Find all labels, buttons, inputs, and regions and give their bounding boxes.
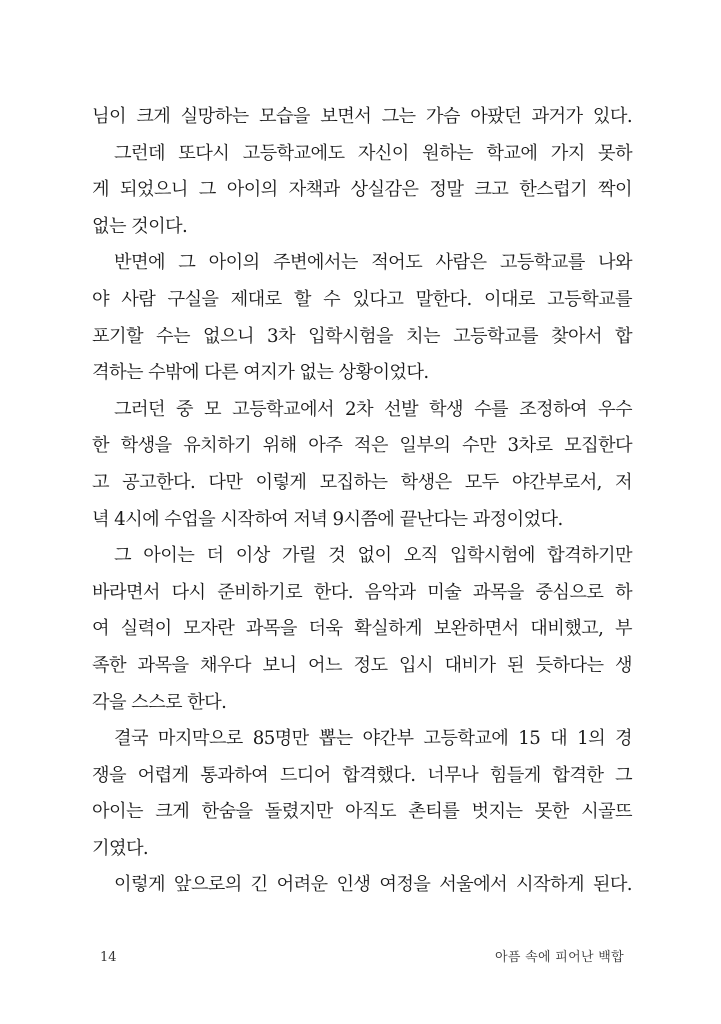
text-line: 바라면서 다시 준비하기로 한다. 음악과 미술 과목을 중심으로 하 — [92, 581, 632, 603]
text-line: 결국 마지막으로 85명만 뽑는 야간부 고등학교에 15 대 1의 경 — [114, 728, 632, 750]
text-line: 포기할 수는 없으니 3차 입학시험을 치는 고등학교를 찾아서 합 — [92, 325, 632, 347]
text-line: 여 실력이 모자란 과목을 더욱 확실하게 보완하면서 대비했고, 부 — [92, 618, 632, 640]
text-line: 각을 스스로 한다. — [92, 691, 227, 713]
text-line: 야 사람 구실을 제대로 할 수 있다고 말한다. 이대로 고등학교를 — [92, 288, 632, 310]
text-line: 녁 4시에 수업을 시작하여 저녁 9시쯤에 끝난다는 과정이었다. — [92, 508, 563, 530]
page-body — [92, 99, 632, 904]
text-line: 고 공고한다. 다만 이렇게 모집하는 학생은 모두 야간부로서, 저 — [92, 471, 632, 493]
text-line: 없는 것이다. — [92, 215, 188, 237]
page-number: 14 — [100, 950, 117, 965]
page-footer — [100, 946, 624, 970]
text-line: 한 학생을 유치하기 위해 아주 적은 일부의 수만 3차로 모집한다 — [92, 435, 632, 457]
text-line: 반면에 그 아이의 주변에서는 적어도 사람은 고등학교를 나와 — [114, 252, 632, 274]
text-line: 이렇게 앞으로의 긴 어려운 인생 여정을 서울에서 시작하게 된다. — [114, 874, 632, 896]
text-line: 격하는 수밖에 다른 여지가 없는 상황이었다. — [92, 362, 429, 384]
text-line: 그런데 또다시 고등학교에도 자신이 원하는 학교에 가지 못하 — [114, 142, 632, 164]
text-line: 기였다. — [92, 837, 149, 859]
text-line: 쟁을 어렵게 통과하여 드디어 합격했다. 너무나 힘들게 합격한 그 — [92, 764, 632, 786]
text-line: 게 되었으니 그 아이의 자책과 상실감은 정말 크고 한스럽기 짝이 — [92, 179, 632, 201]
text-line: 족한 과목을 채우다 보니 어느 정도 입시 대비가 된 듯하다는 생 — [92, 654, 632, 676]
text-line: 그러던 중 모 고등학교에서 2차 선발 학생 수를 조정하여 우수 — [114, 398, 632, 420]
text-line: 님이 크게 실망하는 모습을 보면서 그는 가슴 아팠던 과거가 있다. — [92, 106, 632, 127]
text-line: 그 아이는 더 이상 가릴 것 없이 오직 입학시험에 합격하기만 — [114, 545, 632, 567]
running-title: 아픔 속에 피어난 백합 — [494, 950, 624, 965]
text-line: 아이는 크게 한숨을 돌렸지만 아직도 촌티를 벗지는 못한 시골뜨 — [92, 801, 632, 823]
